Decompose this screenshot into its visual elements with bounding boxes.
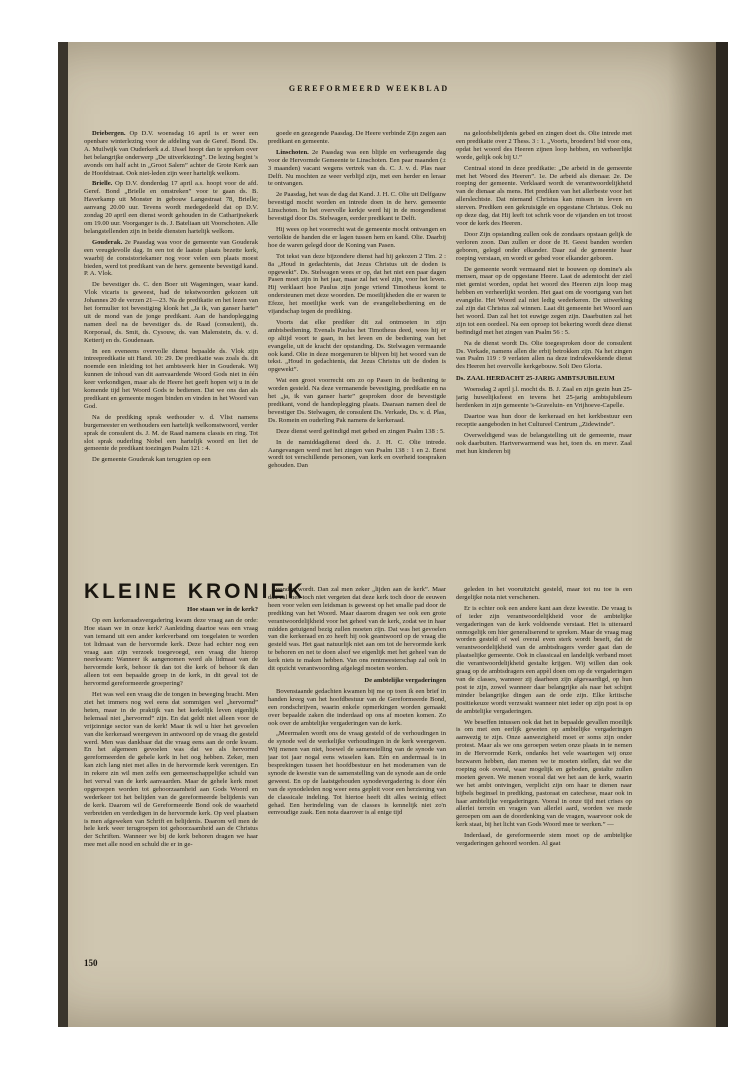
- paragraph-text: De gemeente wordt vermaand niet te bouwen op domine's als mensen, maar op de opgestane Heere. Laat de ademtocht der ziel niet gemist worden, opdat het woord des Heeren zijn loop mag hebben en verheerlijkt worden. Het gaat om de voortgang van het evangelie. Het Woord zal niet ledig wederkeren. De uitwerking zal zijn dat Christus zal winnen. Laat dit gemeente het Woord aan het woord. Dan zal het tot euwige zegen zijn. Daarbuiten zal het zijn tot een oordeel. Na een oproep tot bekering wordt deze dienst beëindigd met het zingen van Psalm 56 : 5.: [456, 265, 632, 336]
- column-3-bottom: [456, 586, 632, 976]
- paragraph-text: Daartoe was hun door de kerkeraad en het kerkbestuur een receptie aangeboden in het Cultureel Centrum „Zidewinde”.: [456, 412, 632, 428]
- paragraph-text: „Meermalen wordt ons de vraag gesteld of de verhoudingen in de synode wel de werkelijke verhoudingen in de kerk weergeven. Wij menen van niet, hoewel de samenstelling van de synode van jaar tot jaar nogal eens wisselen kan. Eén en andermaal is in besprekingen tussen het hoofdbestuur en het moderamen van de synode de kwestie van de samenstelling van de synode aan de orde geweest. En op de laatstgehouden synodevergadering is door één van de synodeleden nog weer eens gepleit voor een herziening van de classicale indeling. Tot hiertoe heeft dit alles weinig effect gehad. Een herindeling van de classes is kennelijk niet zo'n eenvoudige zaak. Een nota daarover is al enige tijd: [268, 730, 446, 817]
- paragraph-text: Er is echter ook een andere kant aan deze kwestie. De vraag is of ieder zijn verantwoordelijkheid voor de ambtelijke vergaderingen van de kerk voldoende verstaat. Het is uiteraard onmogelijk om hier generaliserend te spreken. Maar de vraag mag worden gesteld of wel overal even sterk wordt beseft, dat de verantwoordelijkheid van de ambtsdragers verder gaat dan de plaatselijke gemeente. Ook in classicaal en landelijk verband moet die verantwoordelijkheid gestalte krijgen. Wij willen dan ook graag op de ambtsdragers een appèl doen om op de vergaderingen van de classes, wanneer zij daarheen zijn afgevaardigd, op hun post te zijn, zowel wanneer daar belangrijke als naar het schijnt minder belangrijke dingen aan de orde zijn. Elke kritische positiekeuze wordt verzwakt wanneer niet ieder op zijn post is op de ambtelijke vergaderingen.: [456, 604, 632, 715]
- paragraph: [84, 239, 258, 279]
- paragraph: [456, 586, 632, 602]
- paragraph-text: Voorts dat elke prediker dit zal ontmoeten in zijn ambtsbediening. Evenals Paulus het Timotheus deed, wees hij er op altijd voort te gaan, in het leven en de bediening van het evangelie, uit de kracht der opstanding. Ds. Stelwagen vermaande ook kand. Olie in deze morgenuren te blijven bij het woord van de tekst. „Houd in gedachtenis, dat Jezus Christus uit de doden is opgewekt”.: [268, 318, 446, 374]
- paragraph: [456, 130, 632, 162]
- paragraph: [268, 253, 446, 316]
- place-name: Brielle.: [92, 180, 116, 188]
- paragraph-text: 2e Paasdag was voor de gemeente van Gouderak een vreugdevolle dag. In een tot de laatste plaats bezette kerk, waarbij de consistoriekamer nog voor velen een plaats moest bieden, werd tot predikant van de herv. gemeente bevestigd kand. P. A. Vlok.: [84, 238, 258, 278]
- paragraph: [268, 428, 446, 436]
- running-header: GEREFORMEERD WEEKBLAD: [288, 84, 450, 93]
- paragraph: [268, 377, 446, 424]
- paragraph: [456, 719, 632, 830]
- paragraph: [268, 730, 446, 817]
- paragraph-text: Na de prediking sprak wethouder v. d. Vlist namens burgemeester en wethouders een hartelijk welkomstwoord, verder sprak de consulent ds. J. M. de Raad namens classis en ring. Tot slot sprak ouderling Nobel een hartelijk woord en liet de gemeente de predikant toezingen Psalm 121 : 4.: [84, 413, 258, 453]
- paragraph-text: na geloofsbelijdenis gebed en zingen doet ds. Olie intrede met een predikatie over 2 Thess. 3 : 1. „Voorts, broeders! bid voor ons, opdat het woord des Heeren zijnen loop hebben, en verheerlijkt worde, gelijk ook bij U.”: [456, 130, 632, 161]
- paragraph: [268, 319, 446, 374]
- page-number: 150: [84, 958, 98, 968]
- paragraph-text: geleden in het vooruitzicht gesteld, maar tot nu toe is een dergelijke nota niet verschenen.: [456, 586, 632, 601]
- paragraph-text: We beseffen intussen ook dat het in bepaalde gevallen moeilijk is om met een eerlijk geweten op ambtelijke vergaderingen aanwezig te zijn. Onze aanwezigheid moet er soms zijn onder protest. Maar als we ons geroepen weten onze plaats in te nemen in de Hervormde Kerk, ondanks het vele waartegen wij onze bezwaren hebben, dan menen we te moeten stellen, dat we die roeping ook overal, waar mogelijk en geboden, gestalte zullen moeten geven. We menen vooral dat we het aan de kerk, waarin we het ambt ontvingen, verplicht zijn om haar te dienen naar bijbels beginsel in prediking, pastoraat en catechese, maar ook in haar ambtelijke vergaderingen. Vooral in onze tijd met crises op allerlei terrein en vragen van allerlei aard, worden we mede geroepen om aan de doordenking van de vragen, waarvoor ook de kerk staat, bij het licht van Gods Woord mee te werken.” —: [456, 718, 632, 829]
- paragraph-text: Bovenstaande gedachten kwamen bij me op toen ik een brief in handen kreeg van het hoofdbestuur van de Gereformeerde Bond, een rondschrijven, waarin enkele opmerkingen worden gemaakt over bepaalde zaken die inderdaad op ons af moeten komen. Zo ook over de ambtelijke vergaderingen van de kerk.: [268, 687, 446, 727]
- paragraph-text: Tot tekst van deze bijzondere dienst had hij gekozen 2 Tim. 2 : 8a „Houd in gedachtenis, dat Jezus Christus uit de doden is opgewekt”. Ds. Stelwagen wees er op, dat het niet een paar dagen Pasen moet zijn in het jaar, maar zal het wel zijn, voor het leven. Hij verklaart hoe Paulus zijn jonge vriend Timotheus komt te ondersteunen met deze woorden. De moeilijkheden die er waren te Efeze, het moeilijke werk van de evangeliebediening en de vijandschap tegen de prediking.: [268, 252, 446, 316]
- paragraph: [268, 130, 446, 146]
- paragraph: [456, 413, 632, 429]
- paragraph-text: Overweldigend was de belangstelling uit de gemeente, maar ook daarbuiten. Hartverwarmend was het, toen ds. en mevr. Zaal met hun kinderen bij: [456, 431, 632, 455]
- column-2-bottom: [268, 586, 446, 976]
- paragraph-text: vonden wordt. Dan zal men zeker „lijden aan de kerk”. Maar dan zal men toch niet vergeten dat deze kerk toch door de eeuwen heen voor velen een leidsman is geweest op het smalle pad door de prediking van het Woord. Maar daarom dragen we ook een grote verantwoordelijkheid voor het geheel van de kerk, zodat we in haar midden getuigend bezig zullen moeten zijn. Dat was het gevoelen van die kerkeraad en zo heeft hij ook geantwoord op de vraag die gesteld was. Het gaat natuurlijk niet aan om tot de hervormde kerk te behoren en net te doen alsof we eigenlijk met het geheel van de kerk niets te maken hebben. Van ons rentmeesterschap zal ook in dit opzicht verantwoording afgelegd moeten worden.: [268, 586, 446, 673]
- paragraph-text: Door Zijn opstanding zullen ook de zondaars opstaan gelijk de verloren zoon. Dan zullen er door de H. Geest banden worden geboren, gelegd onder elkander. Daar zal de gemeente haar roeping verstaan, en wordt er gebed voor elkander geboren.: [456, 230, 632, 262]
- paragraph-text: Na de dienst wordt Ds. Olie toegesproken door de consulent Ds. Verkade, namens allen die erbij betrokken zijn. Na het zingen van Psalm 119 : 9 verlaten allen na deze indrukwekkende dienst des Heeren het overvolle kerkgebouw. Soli Deo Gloria.: [456, 339, 632, 371]
- paragraph: [456, 432, 632, 456]
- column-1-top: [84, 130, 258, 584]
- paragraph-text: Deze dienst werd geëindigd met gebed en zingen Psalm 138 : 5.: [276, 427, 445, 435]
- paragraph-text: Het was wel een vraag die de tongen in beweging bracht. Men ziet het immers nog wel eens dat sommigen wel „hervormd” heten, maar in de praktijk van het kerkelijk leven eigenlijk helemaal niet „hervormd” zijn. En dat geldt niet alleen voor de vrijzinnige sector van de kerk! Maar ik wil u hier het gevoelen van die kerkeraad weergeven in antwoord op de vraag die gesteld werd. Men was dankbaar dat die vraag eens aan de orde kwam. En het algemeen gevoelen was dat we als hervormd gereformeerden de gehele kerk in het oog hebben. Zeker, men kan zich lang niet met alles in de hervormde kerk verenigen. En in rekere zin wil men zelfs een gemeenschappelijke schuld van het verval van de kerk aanvaarden. Maar de gehele kerk moet opgeroepen worden tot gehoorzaamheid aan Gods Woord en wederkeer tot het belijden van de gereformeerde belijdenis van de kerk. Daarom wil de Gereformeerde Bond ook de waarheid verbreiden en verdedigen in de hervormde kerk. Op veel plaatsen is men afgeweken van Schrift en belijdenis. Daarom wil men de hele kerk weer terugroepen tot gehoorzaamheid aan de Christus der Schriften. Wanneer we bij de kerk behoren dragen we haar mee met alle nood en schuld die er in ge-: [84, 691, 258, 849]
- paragraph-text: Wat een groot voorrecht om zo op Pasen in de bediening te worden gesteld. Na deze vermanende bevestiging, predikatie en na het „ja, ik van ganser harte” gesproken door de bevestigde predikant, vond de handoplegging plaats. Daaraan namen deel de bevestiger Ds. Stelwagen, de consulent Ds. Verkade, Ds. v. d. Plas, Ds. Romein en ouderling Pak namens de kerkeraad.: [268, 377, 446, 424]
- paragraph-text: Woensdag 2 april j.l. mocht ds. B. J. Zaal en zijn gezin hun 25-jarig huwelijksfeest en tevens het 25-jarig ambtsjubileum herdenken in zijn gemeente 's-Graveluin- en Vrijhoeve-Capelle.: [456, 386, 632, 409]
- paragraph: [84, 456, 258, 464]
- kroniek-subtitle: Hoe staan we in de kerk?: [187, 606, 258, 613]
- column-1-bottom-body: [84, 617, 258, 849]
- section-heading: Ds. ZAAL HERDACHT 25-JARIG AMBTSJUBILEUM: [456, 375, 615, 383]
- paragraph-text: Hij wees op het voorrecht wat de gemeente mocht ontvangen en vertolkte de handen die er lagen tussen hem en kand. Olie. Daarbij hoe de waren gelegd door de Koning van Pasen.: [268, 225, 446, 249]
- paragraph: [268, 586, 446, 673]
- section-heading: De ambtelijke vergaderingen: [364, 676, 446, 684]
- paragraph: [456, 832, 632, 848]
- column-2-top: [268, 130, 446, 584]
- paragraph: [268, 191, 446, 223]
- paragraph: [84, 281, 258, 344]
- paragraph-text: 2e Paasdag, het was de dag dat Kand. J. H. C. Olie uit Delfgauw bevestigd mocht worden en intrede doen in de herv. gemeente Linschoten. In het overvolle kerkje werd hij in de morgendienst bevestigd door Ds. Stelwagen, eerder predikant te Delft.: [268, 191, 446, 223]
- paragraph: [456, 165, 632, 228]
- scan-left-edge: [58, 42, 68, 1027]
- paragraph: [84, 617, 258, 688]
- paragraph: [268, 149, 446, 189]
- paragraph: [456, 340, 632, 372]
- kleine-kroniek-title: KLEINE KRONIEK: [84, 580, 306, 603]
- paragraph: [84, 180, 258, 235]
- place-name: Linschoten.: [276, 148, 312, 156]
- paragraph-text: Inderdaad, de gereformeerde stem moet op de ambtelijke vergaderingen gehoord worden. Al gaat: [456, 832, 632, 848]
- paragraph: [268, 439, 446, 471]
- column-3-top: [456, 130, 632, 584]
- paragraph: [84, 414, 258, 454]
- paragraph: [456, 605, 632, 716]
- paragraph-text: In de namiddagdienst deed ds. J. H. C. Olie intrede. Aangevangen werd met het zingen van Psalm 138 : 1 en 2. Eerst wordt tot verschillende personen, van kerk en overheid toespraken gehouden. Dan: [268, 438, 446, 470]
- paragraph-text: goede en gezegende Paasdag. De Heere verbinde Zijn zegen aan predikant en gemeente.: [268, 130, 446, 145]
- paragraph: [456, 266, 632, 337]
- paragraph-text: In een eveneens overvolle dienst bepaalde ds. Vlok zijn intreepredikatie uit Hand. 10: 29. De predikatie was zoals ds. dit noemde een inleiding tot het ambtswerk hier in Gouderak. Wij kunnen de inhoud van dit aanvaardende Woord Gods niet in één keer verkondigen, maar als de Heere het geeft hopen wij u in de komende tijd het Woord Gods te bedienen. Dat we ons dan als predikant en gemeente mogen binden en vinden in het Woord van God.: [84, 347, 258, 410]
- paragraph: [84, 130, 258, 177]
- paragraph: [84, 691, 258, 849]
- scan-right-edge: [716, 42, 728, 1027]
- column-1-bottom: [84, 606, 258, 996]
- paragraph: [84, 348, 258, 411]
- paragraph: [456, 231, 632, 263]
- paragraph: [268, 688, 446, 728]
- paragraph: [456, 386, 632, 410]
- paragraph-text: Op D.V. woensdag 16 april is er weer een openbare winterlezing voor de afdeling van de Geref. Bond. Ds. A. Muilwijk van Ouderkerk a.d. IJssel hoopt dan te spreken over het belangrijke onderwerp „De uitverkiezing”. De lezing begint 's avonds om half acht in „Groot Salem” achter de Grote Kerk aan de Hoofdstraat. Ook niet-leden zijn weer hartelijk welkom.: [84, 130, 258, 177]
- paragraph-text: Op D.V. donderdag 17 april a.s. hoopt voor de afd. Geref. Bond „Brielle en omstreken” voor te gaan ds. B. Haverkamp uit Monster in gebouw Langestraat 78, Brielle; aanvang 20.00 uur. Tevens wordt medegedeeld dat op D.V. zondag 20 april een dienst wordt gehouden in de Catharijnekerk om 19.00 uur. Voorganger is ds. J. Bateliaan uit Voorschoten. Alle belangstellenden zijn in beide diensten hartelijk welkom.: [84, 180, 258, 235]
- paragraph-text: De gemeente Gouderak kan terugzien op een: [92, 456, 211, 464]
- place-name: Gouderak.: [92, 238, 125, 246]
- paragraph-text: De bevestiger ds. C. den Boer uit Wageningen, waar kand. Vlok vicaris is geweest, had de tekstwoorden gekozen uit Johannes 20 de verzen 21—23. Na de predikatie en het lezen van het formulier tot bevestiging klonk het „Ja ik, van ganser harte” uit de mond van de jonge predikant. Aan de handoplegging namen deel na de bevestiger ds. de Raad (consulent), ds. Korporaal, ds. Smit, ds. Cysouw, ds. van Malenstein, ds. v. d. Ketterij en ds. Goudenaan.: [84, 281, 258, 344]
- paragraph: [268, 226, 446, 250]
- paragraph-text: Op een kerkeraadsvergadering kwam deze vraag aan de orde: Hoe staan we in onze kerk? Aanleiding daartoe was een vraag van iemand uit een ander kerkverband om toegelaten te worden tot lidmaat van de hervormde kerk. Deze had echter nog een vraag aan zijn verzoek toegevoegd, een vraag die hierop neerkwam: Wanneer ik aangenomen word als lidmaat van de hervormde kerk, behoor ik dan tot die kerk of behoor ik dan alleen tot een bepaalde groep in de kerk, in dit geval tot de hervormd gereformeerde groepering?: [84, 616, 258, 688]
- paragraph-text: 2e Paasdag was een blijde en verheugende dag voor de Hervormde Gemeente te Linschoten. Een paar maanden (± 3 maanden) vacant wegens vertrek van ds. C. J. v. d. Plas naar Delft. Nu mochten ze weer verblijd zijn, met een herder en leraar te ontvangen.: [268, 148, 446, 188]
- paragraph-text: Centraal stond in deze predikatie: „De arbeid in de gemeente met het Woord des Heeren”. 1e. De arbeid als dienaar. 2e. De roeping der gemeente. Verklaard wordt de verantwoordelijkheid van de dienaar als mens. Het prediken van het allerbeste voor het allerslechtste. Dat niemand Christus kan missen in leven en sterven. Prediken een gekruisigde en opgestane Christus. Ook nu op deze dag, dat Hij leeft tot schrik voor de vijanden en tot troost voor de kerk des Heeren.: [456, 164, 632, 227]
- place-name: Driebergen.: [92, 130, 130, 137]
